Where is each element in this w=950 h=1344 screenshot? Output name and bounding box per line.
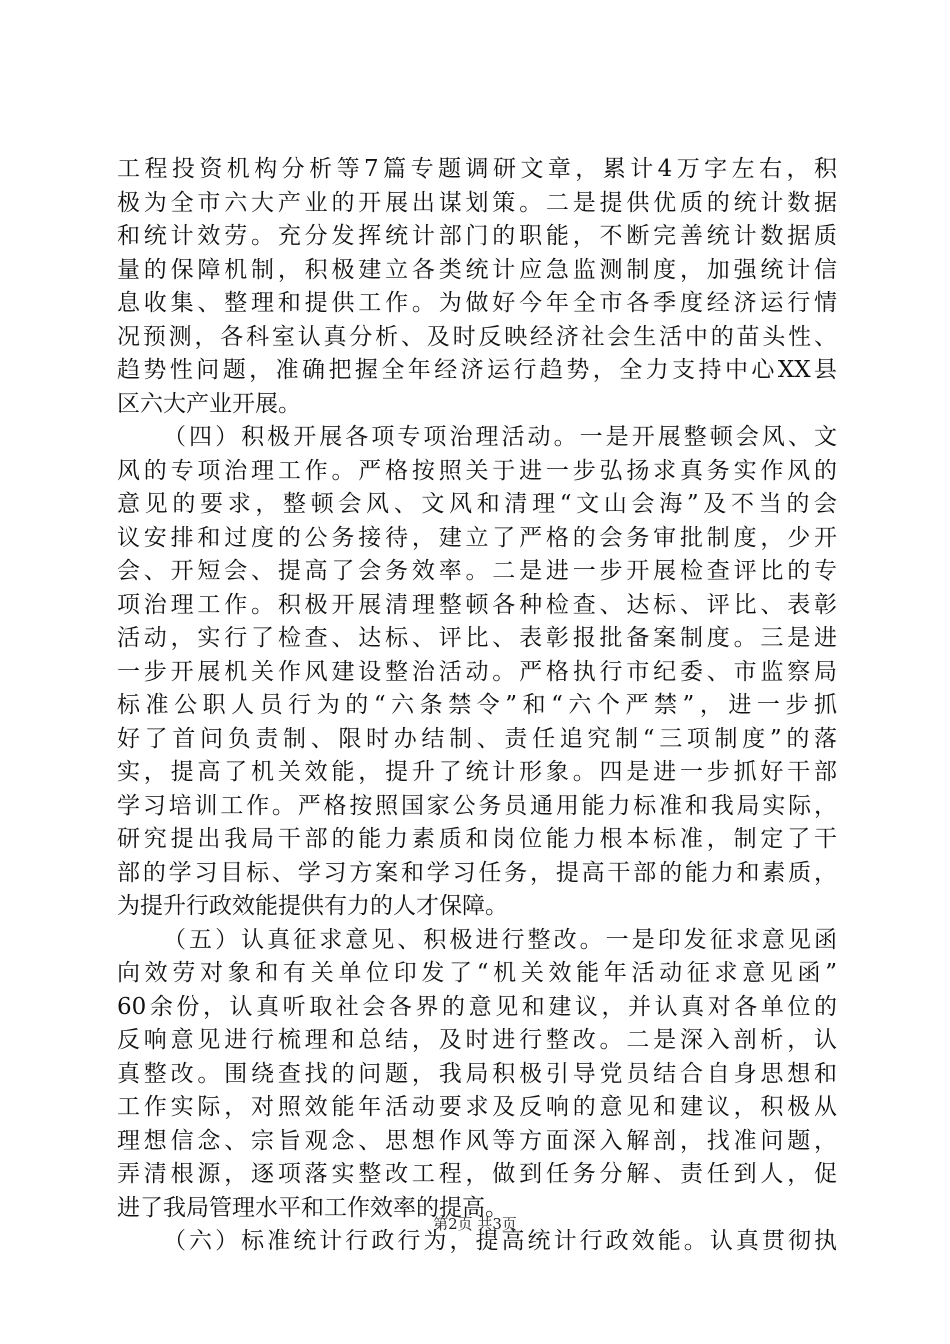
text-line: 趋势性问题，准确把握全年经济运行趋势，全力支持中心XX县 [117, 357, 837, 383]
text-line: 研究提出我局干部的能力素质和岗位能力根本标准，制定了干 [117, 826, 837, 852]
section-heading-line: （六）标准统计行政行为，提高统计行政效能。认真贯彻执 [163, 1228, 837, 1254]
text-line: 区六大产业开展。 [117, 390, 301, 417]
text-line: 和统计效劳。充分发挥统计部门的职能，不断完善统计数据质 [117, 223, 837, 249]
text-line: 学习培训工作。严格按照国家公务员通用能力标准和我局实际， [117, 792, 837, 819]
text-line: 意见的要求，整顿会风、文风和清理“文山会海”及不当的会 [117, 491, 837, 517]
text-line: 实，提高了机关效能，提升了统计形象。四是进一步抓好干部 [117, 759, 837, 785]
text-line: 风的专项治理工作。严格按照关于进一步弘扬求真务实作风的 [117, 457, 837, 484]
text-line: 标准公职人员行为的“六条禁令”和“六个严禁”，进一步抓 [117, 692, 837, 718]
text-line: 议安排和过度的公务接待，建立了严格的会务审批制度，少开 [117, 524, 837, 551]
text-line: 息收集、整理和提供工作。为做好今年全市各季度经济运行情 [117, 290, 837, 316]
text-line: 向效劳对象和有关单位印发了“机关效能年活动征求意见函” [117, 960, 837, 986]
section-heading-line: （五）认真征求意见、积极进行整改。一是印发征求意见函 [163, 926, 837, 953]
text-line: 好了首问负责制、限时办结制、责任追究制“三项制度”的落 [117, 725, 837, 752]
text-line: 进了我局管理水平和工作效率的提高。 [117, 1194, 508, 1221]
text-line: 工作实际，对照效能年活动要求及反响的意见和建议，积极从 [117, 1094, 837, 1120]
section-heading-line: （四）积极开展各项专项治理活动。一是开展整顿会风、文 [163, 424, 837, 450]
text-line: 会、开短会、提高了会务效率。二是进一步开展检查评比的专 [117, 558, 837, 584]
text-line: 一步开展机关作风建设整治活动。严格执行市纪委、市监察局 [117, 658, 837, 685]
text-line: 理想信念、宗旨观念、思想作风等方面深入解剖，找准问题， [117, 1127, 837, 1154]
text-line: 60余份，认真听取社会各界的意见和建议，并认真对各单位的 [117, 993, 837, 1020]
text-line: 工程投资机构分析等7篇专题调研文章，累计4万字左右，积 [117, 156, 837, 182]
text-line: 况预测，各科室认真分析、及时反映经济社会生活中的苗头性、 [117, 323, 837, 350]
text-line: 极为全市六大产业的开展出谋划策。二是提供优质的统计数据 [117, 189, 837, 216]
text-line: 真整改。围绕查找的问题，我局积极引导党员结合自身思想和 [117, 1060, 837, 1087]
text-line: 部的学习目标、学习方案和学习任务，提高干部的能力和素质， [117, 859, 837, 886]
text-line: 量的保障机制，积极建立各类统计应急监测制度，加强统计信 [117, 256, 837, 283]
text-line: 弄清根源，逐项落实整改工程，做到任务分解、责任到人，促 [117, 1161, 837, 1187]
body-text [117, 153, 837, 1259]
text-line: 项治理工作。积极开展清理整顿各种检查、达标、评比、表彰 [117, 591, 837, 618]
page-number-footer: 第2页 共3页 [433, 1215, 517, 1233]
text-line: 反响意见进行梳理和总结，及时进行整改。二是深入剖析，认 [117, 1027, 837, 1053]
text-line: 为提升行政效能提供有力的人才保障。 [117, 893, 508, 919]
text-line: 活动，实行了检查、达标、评比、表彰报批备案制度。三是进 [117, 625, 837, 651]
